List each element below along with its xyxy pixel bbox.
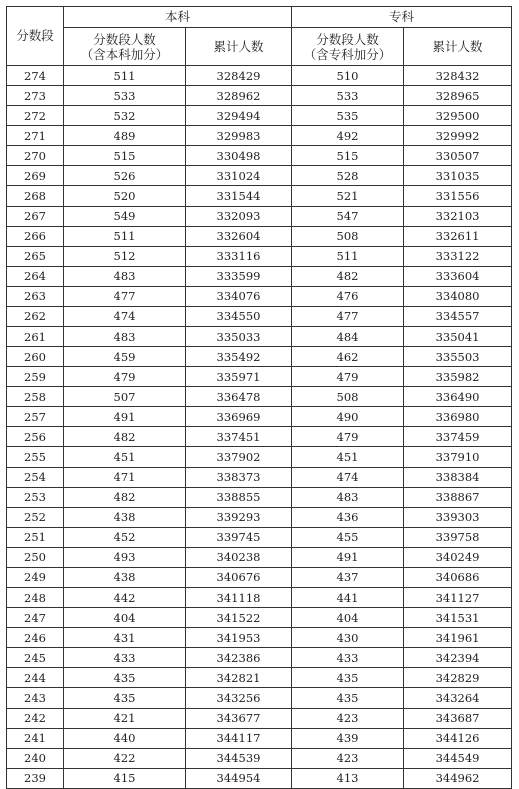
score-cell: 245 — [7, 648, 64, 668]
undergrad-cumulative-cell: 328429 — [186, 66, 292, 86]
college-cumulative-cell: 344549 — [404, 748, 512, 768]
undergrad-count-cell: 526 — [64, 166, 186, 186]
college-count-cell: 483 — [292, 487, 404, 507]
undergrad-count-cell: 459 — [64, 347, 186, 367]
undergrad-cumulative-cell: 331544 — [186, 186, 292, 206]
table-row — [7, 266, 512, 286]
undergrad-cumulative-cell: 333599 — [186, 266, 292, 286]
college-count-cell: 479 — [292, 367, 404, 387]
undergrad-count-cell: 520 — [64, 186, 186, 206]
undergrad-count-cell: 471 — [64, 467, 186, 487]
college-cumulative-cell: 339758 — [404, 527, 512, 547]
undergrad-cumulative-cell: 340238 — [186, 547, 292, 567]
score-cell: 261 — [7, 327, 64, 347]
college-cumulative-cell: 339303 — [404, 507, 512, 527]
college-count-cell: 521 — [292, 186, 404, 206]
undergrad-count-cell: 438 — [64, 567, 186, 587]
undergrad-cumulative-cell: 333116 — [186, 246, 292, 266]
college-cumulative-cell: 336980 — [404, 407, 512, 427]
undergrad-cumulative-cell: 336969 — [186, 407, 292, 427]
college-cumulative-cell: 337459 — [404, 427, 512, 447]
table-row — [7, 226, 512, 246]
undergrad-count-cell: 474 — [64, 306, 186, 326]
undergrad-cumulative-cell: 341953 — [186, 628, 292, 648]
table-row — [7, 327, 512, 347]
score-cell: 269 — [7, 166, 64, 186]
score-cell: 251 — [7, 527, 64, 547]
college-cumulative-cell: 335503 — [404, 347, 512, 367]
college-count-cell: 439 — [292, 728, 404, 748]
table-row — [7, 66, 512, 86]
college-count-cell: 547 — [292, 206, 404, 226]
undergrad-group-header: 本科 — [64, 7, 292, 28]
undergrad-cumulative-cell: 338855 — [186, 487, 292, 507]
college-cumulative-cell: 335041 — [404, 327, 512, 347]
undergrad-count-cell: 404 — [64, 608, 186, 628]
undergrad-count-cell: 479 — [64, 367, 186, 387]
score-cell: 252 — [7, 507, 64, 527]
college-count-cell: 482 — [292, 266, 404, 286]
table-row — [7, 628, 512, 648]
college-count-header-line2: （含专科加分） — [303, 46, 392, 62]
table-row — [7, 246, 512, 266]
undergrad-count-cell: 491 — [64, 407, 186, 427]
undergrad-count-cell: 422 — [64, 748, 186, 768]
table-row — [7, 708, 512, 728]
score-cell: 253 — [7, 487, 64, 507]
undergrad-cumulative-cell: 329494 — [186, 106, 292, 126]
undergrad-cumulative-cell: 338373 — [186, 467, 292, 487]
table-row — [7, 608, 512, 628]
undergrad-cumulative-cell: 342821 — [186, 668, 292, 688]
score-cell: 272 — [7, 106, 64, 126]
undergrad-count-cell: 482 — [64, 487, 186, 507]
table-row — [7, 306, 512, 326]
undergrad-cumulative-cell: 330498 — [186, 146, 292, 166]
college-cumulative-cell: 328965 — [404, 86, 512, 106]
undergrad-cumulative-cell: 334550 — [186, 306, 292, 326]
undergrad-count-cell: 482 — [64, 427, 186, 447]
college-cumulative-cell: 343264 — [404, 688, 512, 708]
college-cumulative-cell: 342829 — [404, 668, 512, 688]
score-cell: 270 — [7, 146, 64, 166]
college-count-cell: 477 — [292, 306, 404, 326]
table-row — [7, 668, 512, 688]
undergrad-cumulative-cell: 344117 — [186, 728, 292, 748]
college-cumulative-cell: 329500 — [404, 106, 512, 126]
score-cell: 264 — [7, 266, 64, 286]
score-cell: 271 — [7, 126, 64, 146]
score-cell: 244 — [7, 668, 64, 688]
college-count-cell: 491 — [292, 547, 404, 567]
score-cell: 268 — [7, 186, 64, 206]
undergrad-count-cell: 511 — [64, 226, 186, 246]
score-cell: 255 — [7, 447, 64, 467]
score-cell: 247 — [7, 608, 64, 628]
college-count-cell: 484 — [292, 327, 404, 347]
college-count-cell: 508 — [292, 226, 404, 246]
table-row — [7, 487, 512, 507]
college-cumulative-cell: 335982 — [404, 367, 512, 387]
college-cumulative-cell: 331035 — [404, 166, 512, 186]
undergrad-cumulative-cell: 339745 — [186, 527, 292, 547]
undergrad-count-cell: 442 — [64, 588, 186, 608]
college-cumulative-cell: 341531 — [404, 608, 512, 628]
undergrad-count-cell: 477 — [64, 286, 186, 306]
college-count-cell: 533 — [292, 86, 404, 106]
college-cumulative-cell: 341961 — [404, 628, 512, 648]
college-count-header-line1: 分数段人数 — [316, 31, 379, 47]
undergrad-count-cell: 431 — [64, 628, 186, 648]
undergrad-count-cell: 451 — [64, 447, 186, 467]
college-cumulative-header: 累计人数 — [404, 28, 512, 66]
score-cell: 243 — [7, 688, 64, 708]
undergrad-cumulative-cell: 335971 — [186, 367, 292, 387]
college-count-cell: 510 — [292, 66, 404, 86]
table-row — [7, 728, 512, 748]
college-count-cell: 435 — [292, 668, 404, 688]
college-cumulative-cell: 333122 — [404, 246, 512, 266]
score-distribution-table — [6, 6, 512, 789]
college-count-cell: 535 — [292, 106, 404, 126]
score-cell: 267 — [7, 206, 64, 226]
undergrad-cumulative-cell: 332093 — [186, 206, 292, 226]
table-row — [7, 126, 512, 146]
college-cumulative-cell: 344126 — [404, 728, 512, 748]
table-row — [7, 286, 512, 306]
undergrad-cumulative-cell: 336478 — [186, 387, 292, 407]
undergrad-cumulative-cell: 342386 — [186, 648, 292, 668]
table-row — [7, 387, 512, 407]
college-count-cell: 433 — [292, 648, 404, 668]
table-row — [7, 347, 512, 367]
college-count-cell: 515 — [292, 146, 404, 166]
table-header — [7, 7, 512, 66]
score-cell: 260 — [7, 347, 64, 367]
college-cumulative-cell: 338867 — [404, 487, 512, 507]
undergrad-cumulative-cell: 339293 — [186, 507, 292, 527]
table-row — [7, 206, 512, 226]
college-cumulative-cell: 341127 — [404, 588, 512, 608]
undergrad-cumulative-cell: 332604 — [186, 226, 292, 246]
table-row — [7, 567, 512, 587]
score-cell: 257 — [7, 407, 64, 427]
undergrad-count-cell: 549 — [64, 206, 186, 226]
undergrad-cumulative-header: 累计人数 — [186, 28, 292, 66]
undergrad-count-cell: 438 — [64, 507, 186, 527]
score-cell: 254 — [7, 467, 64, 487]
undergrad-count-cell: 507 — [64, 387, 186, 407]
table-row — [7, 467, 512, 487]
table-row — [7, 427, 512, 447]
college-count-cell: 436 — [292, 507, 404, 527]
college-count-cell: 437 — [292, 567, 404, 587]
college-count-cell: 451 — [292, 447, 404, 467]
header-group-row — [7, 7, 512, 28]
undergrad-cumulative-cell: 331024 — [186, 166, 292, 186]
undergrad-cumulative-cell: 344954 — [186, 768, 292, 788]
table-row — [7, 688, 512, 708]
undergrad-count-cell: 489 — [64, 126, 186, 146]
undergrad-cumulative-cell: 343677 — [186, 708, 292, 728]
college-count-cell: 435 — [292, 688, 404, 708]
score-cell: 265 — [7, 246, 64, 266]
undergrad-cumulative-cell: 334076 — [186, 286, 292, 306]
table-row — [7, 768, 512, 788]
undergrad-count-header-line1: 分数段人数 — [93, 31, 156, 47]
score-cell: 240 — [7, 748, 64, 768]
undergrad-cumulative-cell: 344539 — [186, 748, 292, 768]
undergrad-cumulative-cell: 335033 — [186, 327, 292, 347]
college-count-cell: 423 — [292, 708, 404, 728]
college-count-cell: 423 — [292, 748, 404, 768]
college-count-cell: 479 — [292, 427, 404, 447]
score-distribution-table-container — [6, 6, 511, 789]
college-cumulative-cell: 340686 — [404, 567, 512, 587]
undergrad-count-cell: 435 — [64, 668, 186, 688]
undergrad-cumulative-cell: 340676 — [186, 567, 292, 587]
score-cell: 250 — [7, 547, 64, 567]
undergrad-count-cell: 435 — [64, 688, 186, 708]
score-cell: 239 — [7, 768, 64, 788]
college-count-cell: 490 — [292, 407, 404, 427]
college-count-cell: 492 — [292, 126, 404, 146]
undergrad-count-cell: 483 — [64, 266, 186, 286]
score-cell: 259 — [7, 367, 64, 387]
score-cell: 274 — [7, 66, 64, 86]
college-cumulative-cell: 342394 — [404, 648, 512, 668]
college-count-cell: 528 — [292, 166, 404, 186]
table-row — [7, 447, 512, 467]
score-cell: 256 — [7, 427, 64, 447]
college-cumulative-cell: 330507 — [404, 146, 512, 166]
college-count-cell: 413 — [292, 768, 404, 788]
table-row — [7, 407, 512, 427]
score-cell: 241 — [7, 728, 64, 748]
table-row — [7, 367, 512, 387]
college-cumulative-cell: 329992 — [404, 126, 512, 146]
undergrad-count-cell: 440 — [64, 728, 186, 748]
table-row — [7, 146, 512, 166]
header-sub-row — [7, 28, 512, 66]
college-cumulative-cell: 328432 — [404, 66, 512, 86]
undergrad-cumulative-cell: 341118 — [186, 588, 292, 608]
undergrad-cumulative-cell: 328962 — [186, 86, 292, 106]
undergrad-count-header-line2: （含本科加分） — [80, 46, 169, 62]
score-cell: 262 — [7, 306, 64, 326]
undergrad-cumulative-cell: 329983 — [186, 126, 292, 146]
undergrad-count-cell: 483 — [64, 327, 186, 347]
undergrad-count-cell: 512 — [64, 246, 186, 266]
undergrad-cumulative-cell: 341522 — [186, 608, 292, 628]
college-count-header — [292, 28, 404, 66]
table-row — [7, 186, 512, 206]
score-cell: 249 — [7, 567, 64, 587]
score-cell: 263 — [7, 286, 64, 306]
college-cumulative-cell: 331556 — [404, 186, 512, 206]
table-row — [7, 547, 512, 567]
score-cell: 246 — [7, 628, 64, 648]
college-count-cell: 476 — [292, 286, 404, 306]
college-count-cell: 404 — [292, 608, 404, 628]
score-column-header: 分数段 — [7, 7, 64, 66]
undergrad-count-cell: 511 — [64, 66, 186, 86]
college-count-cell: 455 — [292, 527, 404, 547]
college-cumulative-cell: 338384 — [404, 467, 512, 487]
college-cumulative-cell: 333604 — [404, 266, 512, 286]
undergrad-count-header — [64, 28, 186, 66]
college-count-cell: 430 — [292, 628, 404, 648]
table-row — [7, 166, 512, 186]
score-cell: 258 — [7, 387, 64, 407]
college-cumulative-cell: 344962 — [404, 768, 512, 788]
score-cell: 273 — [7, 86, 64, 106]
college-count-cell: 441 — [292, 588, 404, 608]
college-cumulative-cell: 336490 — [404, 387, 512, 407]
college-cumulative-cell: 337910 — [404, 447, 512, 467]
score-cell: 242 — [7, 708, 64, 728]
table-row — [7, 648, 512, 668]
college-cumulative-cell: 332103 — [404, 206, 512, 226]
table-row — [7, 748, 512, 768]
undergrad-cumulative-cell: 335492 — [186, 347, 292, 367]
college-group-header: 专科 — [292, 7, 512, 28]
table-body — [7, 66, 512, 789]
table-row — [7, 527, 512, 547]
undergrad-cumulative-cell: 337451 — [186, 427, 292, 447]
undergrad-count-cell: 533 — [64, 86, 186, 106]
table-row — [7, 588, 512, 608]
college-count-cell: 508 — [292, 387, 404, 407]
college-cumulative-cell: 334080 — [404, 286, 512, 306]
undergrad-count-cell: 415 — [64, 768, 186, 788]
table-row — [7, 106, 512, 126]
undergrad-count-cell: 532 — [64, 106, 186, 126]
undergrad-cumulative-cell: 337902 — [186, 447, 292, 467]
college-cumulative-cell: 340249 — [404, 547, 512, 567]
college-count-cell: 462 — [292, 347, 404, 367]
college-cumulative-cell: 334557 — [404, 306, 512, 326]
undergrad-count-cell: 433 — [64, 648, 186, 668]
undergrad-count-cell: 421 — [64, 708, 186, 728]
undergrad-count-cell: 493 — [64, 547, 186, 567]
undergrad-cumulative-cell: 343256 — [186, 688, 292, 708]
score-cell: 266 — [7, 226, 64, 246]
table-row — [7, 86, 512, 106]
college-count-cell: 474 — [292, 467, 404, 487]
college-cumulative-cell: 343687 — [404, 708, 512, 728]
score-cell: 248 — [7, 588, 64, 608]
college-cumulative-cell: 332611 — [404, 226, 512, 246]
undergrad-count-cell: 515 — [64, 146, 186, 166]
undergrad-count-cell: 452 — [64, 527, 186, 547]
table-row — [7, 507, 512, 527]
college-count-cell: 511 — [292, 246, 404, 266]
